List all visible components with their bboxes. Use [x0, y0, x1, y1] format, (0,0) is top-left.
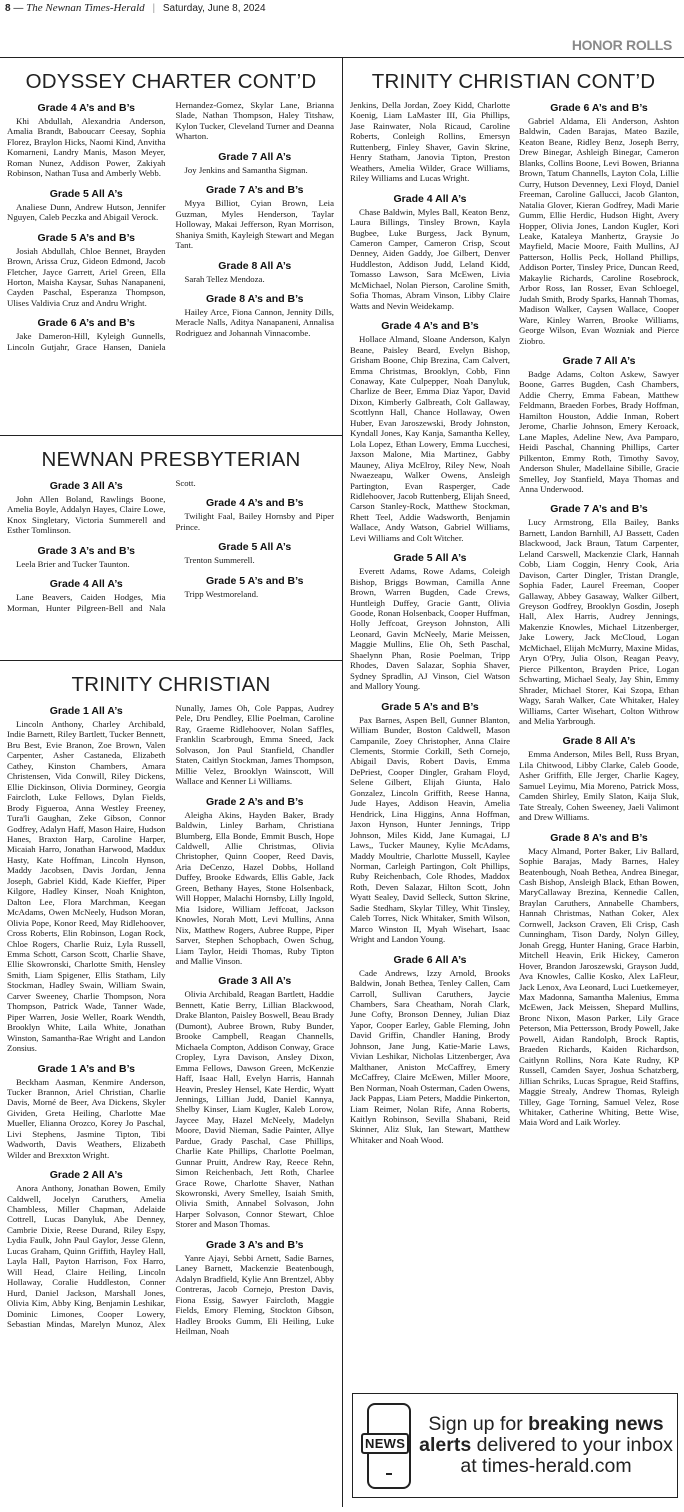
grade-block — [7, 545, 166, 569]
ad-text-tail: delivered to your inbox at times-herald.com — [460, 1434, 673, 1477]
grade-heading: Grade 8 A’s and B’s — [206, 292, 304, 305]
student-names: Chase Baldwin, Myles Ball, Keaton Benz, Laura Billings, Tinsley Brown, Kayla Bugbee, Luke Burgess, Jack Bynum, Cameron Camper, Cameron Crisp, Scout Denney, Aiden Gaddy, Joe Gilbert, Denver Huddleston, Addison Judd, Leland Kidd, Tomasso Lawson, Sara McEwen, Livia McMichael, Nolan Pierson, Caroline Smith, Sofia Thomas, Abram Vinson, Libby Claire Watts and Nevin Weidekamp. — [350, 206, 510, 311]
student-names: Beckham Aasman, Kenmire Anderson, Tucker Brannon, Ariel Christian, Charlie Davis, Morné de Beer, Ava Dickens, Skyler Gividen, Greta Heiling, Charlotte Mae Mueller, Elianna Orozco, Korey Jo Paschal, Livi Stephens, Jasmine Tipton, Tibi Wadworth, Davis Weathers, Elizabeth Wilder and Brexxton Wright. — [7, 1076, 166, 1160]
student-names: Badge Adams, Colton Askew, Sawyer Boone, Garres Bugden, Cash Chambers, Addie Cherry, Emma Fabean, Matthew Feldmann, Braeden Forbes, Brady Hoffman, Hamilton Houston, Addie Inman, Robert Jerome, Charlie Johnson, Emery Keroack, Lane Maples, Adeline New, Ava Pamparo, Heidi Paschal, Channing Phillips, Carter Pilkenton, Emmy Roth, Timothy Savoy, Anderson Shuler, Madellaine Sibille, Gracie Smelley, Joy Stanfield, Maya Thomas and Anna Underwood. — [519, 368, 679, 494]
student-names: Aleigha Akins, Hayden Baker, Brady Baldwin, Linley Barham, Christiana Blumberg, Ella Bonde, Emmit Busch, Hope Caldwell, Allie Christmas, Olivia Christopher, Quinn Cooper, Reed Davis, Aria DeCenzo, Hazel Dobbs, Holland Duffey, Brooke Edwards, Ellis Gable, Jack Green, Bethany Hayes, Stone Holsenback, Will Hopper, Malachi Hornsby, Lilly Ingold, Mia Isidore, William Jeffcoat, Jackson Knowles, Norah Mott, Levi Mullins, Anna Nix, Matthew Rogers, Aubree Ruppe, Piper Sarver, Stephen Schopbach, Owen Schug, Liam Taylor, Heidi Thomas, Ruby Tipton and Mallie Vinson. — [175, 809, 334, 966]
section-label: HONOR ROLLS — [571, 37, 672, 53]
student-names: Myya Billiot, Cyian Brown, Leia Guzman, Myles Henderson, Taylar Holloway, Makai Jefferson, Ryan Morrison, Shaniya Smith, Kayleigh Stewart and Megan Tant. — [175, 198, 334, 251]
page-number: 8 — [5, 3, 11, 14]
grade-block — [350, 100, 510, 184]
section-title: ODYSSEY CHARTER CONT’D — [25, 70, 317, 93]
student-names: Lane Beavers, Caiden Hodges, Mia Morman, Hunter Pilgreen-Bell and Nala Scott. — [7, 478, 196, 613]
student-names: Josiah Abdullah, Chloe Bennet, Brayden Brown, Arissa Cruz, Gideon Edmond, Jacob Fletcher, Jayce Garrett, Ariel Green, Ella Horton, Maisha Kaysar, Suhas Nanapaneni, Cayden Paschal, Esperanza Thompson, Ulises Valdivia Cruz and Andru Wright. — [7, 245, 166, 308]
student-names: Sarah Tellez Mendoza. — [184, 273, 265, 284]
section-title: TRINITY CHRISTIAN CONT’D — [371, 70, 656, 93]
student-names: Twilight Faal, Bailey Hornsby and Piper Prince. — [175, 511, 334, 532]
grade-list — [0, 100, 342, 360]
student-names: Joy Jenkins and Samantha Sigman. — [184, 164, 308, 175]
header-separator: | — [152, 3, 156, 14]
grade-block — [7, 480, 166, 536]
right-column — [343, 57, 684, 1507]
header-dash: — — [13, 3, 24, 14]
student-names: Hollace Almand, Sloane Anderson, Kalyn Beane, Paisley Beard, Evelyn Bishop, Grisham Boone, Chip Brezina, Cam Calvert, Emma Christmas, Brooklyn, Cobb, Finn Conaway, Kate Culpepper, Noah Danyluk, Charlize de Beer, Emma Diaz Yapor, David Dixon, Kimberly Galbreath, Colt Gallaway, Scottlynn Hall, Chance Hollaway, Owen Huber, Evan Jaroszewski, Brody Johnston, Kyndall Jones, Kay Kanja, Samantha Kelley, Lola Lopez, Ethan Lowery, Emma Lucchesi, Jaxson Malone, Mia Martinez, Gabby Mauney, Aliya McElroy, Riley New, Noah Nwaezeapu, Walker Owens, Ansleigh Partington, Evan Rasperger, Cade Ridlehoover, Jacob Ruttenberg, Elijah Sneed, Carson Stanley-Rock, Matthew Stockman, Rhett Teel, Addie Wadsworth, Benjamin Wallace, Andy Watson, Gabriel Williams, Levi Williams and Colt Witcher. — [350, 334, 510, 543]
continued-grade-columns — [343, 100, 684, 1145]
grade-block — [519, 832, 679, 1128]
grade-heading: Grade 2 A’s and B’s — [206, 795, 304, 808]
grade-block — [350, 320, 510, 543]
student-names: Macy Almand, Porter Baker, Liv Ballard, Sophie Barajas, Mady Barnes, Haley Beatenbough, Noah Bethea, Andrea Binegar, Cash Bishop, Ansleigh Black, Ethan Bowen, MaryCallaway Brezina, Kennedie Callen, Braylan Caruthers, Annabelle Chambers, Hannah Christmas, Nathan Coker, Alex Cornwell, Jackson Craven, Eli Crisp, Cash Cunningham, Tison Dardy, Nolyn Gilley, Jonah Gregg, Hunter Haning, Grace Harbin, Mitchell Heavin, Erik Hickey, Cameron Hover, Brandon Jaroszewski, Grayson Judd, Ava Knowles, Callie Kosko, Alex LaFleur, Jack Lenox, Ava Leonard, Luci Luetkemeyer, Max Madonna, Samantha Malenius, Emma McEwen, Jack Meissen, Shepard Mullins, Bronc Nixon, Mason Parker, Lily Grace Peterson, Mia Pettersson, Brody Powell, Jake Powell, Aidan Randolph, Brock Raptis, Braeden Richards, Kaiden Richardson, Caitlynn Rollins, Nora Kate Rudny, KP Russell, Camden Sayer, Joshua Schatzberg, Jillian Schriks, Lucas Sprague, Reid Staffins, Maggie Strealy, Andrew Thomas, Ryleigh Tilley, Gage Torning, Samuel Velez, Rose Whitaker, Catherine Whiting, Bette Wise, Maia Word and Laik Worley. — [519, 845, 679, 1128]
ad-text-lead: Sign up for — [428, 1413, 523, 1435]
grade-heading: Grade 5 A’s and B’s — [206, 574, 304, 587]
grade-block — [176, 796, 335, 967]
grade-block — [7, 102, 166, 179]
grade-block — [350, 193, 510, 312]
student-names: Jenkins, Della Jordan, Zoey Kidd, Charlotte Koenig, Liam LaMaster III, Gia Phillips, Jase Rainwater, Nola Ricaud, Caroline Roberts, Conleigh Rollins, Emersyn Ruttenberg, Finley Shaver, Gavin Skrine, Henry Statham, Janovia Tipton, Preston Weathers, Amelia Wilder, Grace Williams, Riley Williams and Lucas Wright. — [350, 100, 510, 184]
student-names: Lincoln Anthony, Charley Archibald, Indie Barnett, Riley Bartlett, Tucker Bennett, Bru Best, Evie Branon, Zoe Brown, Valen Carpenter, Asher Castaneda, Elizabeth Cathey, Kinston Chambers, Amara Christensen, Vida Conwill, Riley Dickens, Ellie Dickinson, Olivia Dorminey, Georgia Faircloth, Luke Fellows, Dylan Fields, Brody Figueroa, Anna Westley Freeney, Tura'li Gaughan, Zeke Gibson, Connor Godfrey, Adalyn Haff, Mason Haire, Hudson Hanes, Braxton Harp, Caroline Harper, Micaiah Harro, Jonathan Harwood, Maddux Hasty, Kate Hoffman, Lincoln Hynson, Maddy Jacobsen, Davis Jordan, Jenna Joseph, Gabriel Kidd, Kade Kieffer, Piper Kilgore, Hadley Kinser, Noah Knighton, Dalton Lee, Flora Marchman, Keegan McAdams, Owen McNeely, Hudson Moran, Olivia Pope, Konor Reed, May Ridlehoover, Cross Roberts, Elin Robinson, Logan Rock, Chloe Rogers, Charlie Ruiz, Lyla Russell, Emma Schott, Carson Scott, Charlie Shave, Ellie Skowronski, Charlotte Smith, Hensley Smith, Liam Spigener, Ellis Statham, Lily Stockman, Hadley Swain, William Swain, Carver Sweeney, Charlie Thompson, Nora Thompson, Patrick Wade, Tanner Wade, Piper Warren, Josie Weller, Roark Wendth, Brooklyn White, Laila White, Jonathan Winston, Samantha-Rae Wright and Landon Zonsius. — [7, 719, 166, 1054]
grade-heading: Grade 6 All A’s — [393, 953, 467, 966]
student-names: Anora Anthony, Jonathan Bowen, Emily Caldwell, Jocelyn Caruthers, Amelia Chambless, Miller Chapman, Adelaide Cottrell, Lucas Danyluk, Abe Denney, Cambrie Dixie, Reese Durand, Riley Espy, Lydia Faulk, John Paul Gaylor, Jesse Glenn, Lucas Graham, Quinn Griffith, Hayley Hall, Layla Hall, Payton Harrison, Fox Harro, Will Head, Claire Heiling, Lincoln Hollaway, Coralie Huddleston, Conner Hurd, Daniel Jackson, Marshall Jones, Olivia Kim, Abby King, Benjamin Leshikar, Dominic Limones, Cooper Lowery, Sebastian Mindas, Marelyn Munoz, Alex Nunally, James Oh, Cole Pappas, Audrey Pele, Dru Pendley, Ellie Poelman, Caroline Ray, Graeme Ridlehoover, Nolan Saffles, Franklin Scarbrough, Emma Sneed, Jack Solvason, Jon Paul Stanfield, Chandler Staten, Caitlyn Stockman, James Thompson, Millie Velez, Brooklyn Wainscott, Will Wallace and Kenner Li Williams. — [7, 703, 334, 1330]
grade-heading: Grade 5 All A’s — [49, 187, 123, 200]
grade-block — [350, 701, 510, 945]
student-names: Pax Barnes, Aspen Bell, Gunner Blanton, William Bunder, Boston Caldwell, Mason Campanile, Zoey Christopher, Anna Claire Clements, Stormie Corkill, Seth Cornejo, Abigail Davis, Robert Davis, Emma DePriest, Cooper Dingler, Graham Floyd, Selene Gilbert, Elijah Giunta, Halo Gonzalez, Lincoln Griffith, Reese Hanna, Jude Hayes, Addison Heavin, Amelia Hendrick, Lina Higgins, Anna Hoffman, Jaxon Hynson, Hunter Jennings, Tripp Johnson, Miles Kidd, Jane Kumagai, LJ Laws,, Tucker Mauney, Kylie McAdams, Maddy Moultrie, Charlotte Mussell, Kaylee Norman, Carleigh Partingon, Colt Phillips, Ruby Reichenbach, Cole Rhodes, Maddox Roth, Deven Salazar, Hilton Scott, John Wyatt Sealey, David Selleck, Sutton Skrine, Sadie Stedham, Skylar Tilley, Whit Tinsley, Caleb Torres, Nick Whitaker, Smith Wilson, Marco Winston II, Myah Wisehart, Isaac Wright and Landon Young. — [350, 714, 510, 945]
grade-block — [7, 1063, 166, 1161]
student-names: Olivia Archibald, Reagan Bartlett, Haddie Bennett, Katie Berry, Lillian Blackwood, Drake Blanton, Paisley Boswell, Beau Brady (Dumont), Aubree Brown, Ruby Bunder, Brooke Campbell, Reagan Channells, Michaela Compton, Addison Conway, Grace Cropley, Lyra Davison, Ansley Dixon, Emma Fellows, Dawson Green, McKenzie Haff, Isaac Hall, Evelyn Harris, Hannah Heavin, Presley Hensel, Kate Herdic, Wyatt Jennings, Lillian Judd, Daniel Kannya, Shelby Kinser, Liam Kugler, Kaleb Lorow, Jaycee May, Hazel McNeely, Madelyn Moore, David Nieman, Sadie Painter, Allye Pardue, Grady Paschal, Case Phillips, Charlie Kate Phillips, Charlotte Poelman, Gunnar Pruitt, Andrew Ray, Reece Rehn, Simon Reichenbach, Jett Roth, Charlee Grace Rowe, Charlotte Shaver, Nathan Skowronski, Avery Smelley, Isaiah Smith, Olivia Smith, Annabel Solvason, John Harper Solvason, Connor Stewart, Chloe Storer and Mason Thomas. — [175, 989, 334, 1230]
section-trinity-christian — [0, 661, 342, 1505]
grade-list — [0, 703, 342, 1344]
grade-heading: Grade 7 All A’s — [562, 354, 636, 367]
student-names: Khi Abdullah, Alexandria Anderson, Amalia Brandt, Baboucarr Ceesay, Sophia Florez, Braylon Hicks, Naomi Kind, Anvitha Komarneni, Landry Manis, Mason Meyer, Roman Nunez, Addison Power, Zakiyah Robinson, Nathan Tusa and Amberly Webb. — [7, 116, 166, 179]
grade-heading: Grade 6 A’s and B’s — [550, 102, 648, 114]
grade-block — [176, 260, 335, 284]
grade-block — [519, 355, 679, 494]
grade-list — [0, 478, 342, 621]
grade-heading: Grade 1 All A’s — [49, 705, 123, 717]
text-column — [350, 100, 510, 1145]
grade-block — [176, 497, 335, 532]
grade-heading: Grade 2 All A’s — [49, 1169, 123, 1182]
student-names: John Allen Boland, Rawlings Boone, Amelia Boyle, Addalyn Hayes, Claire Lowe, Knox Singletary, Victoria Summerell and Esther Tomlinson. — [7, 494, 166, 536]
grade-heading: Grade 4 A’s and B’s — [381, 320, 479, 333]
grade-heading: Grade 3 A’s and B’s — [206, 1238, 304, 1251]
grade-block — [176, 541, 335, 565]
grade-heading: Grade 5 A’s and B’s — [37, 231, 135, 244]
newsletter-signup-ad[interactable] — [352, 1393, 678, 1498]
grade-heading: Grade 5 A’s and B’s — [381, 700, 479, 713]
grade-block — [176, 575, 335, 599]
newspaper-name: The Newnan Times-Herald — [26, 2, 145, 14]
grade-heading: Grade 3 All A’s — [49, 480, 123, 492]
student-names: Emma Anderson, Miles Bell, Russ Bryan, Lila Chitwood, Libby Clarke, Caleb Goode, Asher Griffith, Elle Jerger, Charlie Kagey, Samuel Leyimu, Mia Moreno, Patrick Moss, Camden Shirley, Emily Slaton, Kaija Sluk, Tate Strealy, Cohen Sweeney, Jaeli Valimont and Drew Williams. — [519, 749, 679, 823]
grade-heading: Grade 3 All A’s — [218, 975, 292, 988]
grade-heading: Grade 6 A’s and B’s — [37, 317, 135, 330]
student-names: Gabriel Aldama, Eli Anderson, Ashton Baldwin, Caden Barajas, Mateo Bazile, Keaton Beane, Ridley Benz, Joseph Berry, Drew Binegar, Ashleigh Binegar, Cameron Blanks, Collins Boone, Levi Bowen, Brianna Brown, Tatum Channells, Layton Cola, Lillie Curry, Hutson Devenney, Lexi Floyd, Daniel Freeman, Caroline Gallucci, Jacob Glanton, Natalia Glover, Kieran Godfrey, Madi Marie Gumm, Ellie Herdic, Hudson Hight, Avery Hopper, Olivia Jones, Landon Kugler, Kori Leake, Kataleya Manhertz, Graysie Jo Mayfield, Macie Moore, Faith Mullins, AJ Patterson, Hollis Peck, Holland Phillips, Addison Porter, Tinsley Price, Duncan Reed, Makaylie Richards, Caroline Rosebrock, Arbor Ross, Ian Rosser, Evan Schloegel, Judah Smith, Brody Sparks, Hannah Thomas, Madison Walker, Caysen Wallace, Cooper Ware, Kinley Warren, Brooke Williams, George Wilson, Evan Wozniak and Pierce Ziobro. — [519, 116, 679, 346]
section-odyssey-charter — [0, 58, 342, 436]
student-names: Analiese Dunn, Andrew Hutson, Jennifer Nguyen, Caleb Peczka and Abigail Verock. — [7, 201, 166, 223]
grade-heading: Grade 1 A’s and B’s — [37, 1062, 135, 1075]
grade-heading: Grade 4 A’s and B’s — [37, 102, 135, 114]
grade-block — [519, 735, 679, 822]
grade-block — [519, 503, 679, 726]
section-newnan-presbyterian — [0, 436, 342, 661]
page-header — [5, 2, 266, 14]
student-names: Hailey Arce, Fiona Cannon, Jennity Dills, Meracle Nalls, Aditya Nanapaneni, Annalisa Rodriguez and Johannah Vinnacombe. — [175, 306, 334, 338]
grade-block — [519, 102, 679, 346]
grade-heading: Grade 3 A’s and B’s — [37, 544, 135, 557]
grade-block — [176, 975, 335, 1229]
ad-text-bold-breaking: breaking — [528, 1413, 610, 1435]
grade-block — [176, 184, 335, 250]
grade-heading: Grade 4 All A’s — [49, 578, 123, 591]
student-names: Everett Adams, Rowe Adams, Coleigh Bishop, Briggs Bowman, Camilla Anne Brown, Warren Bugden, Cade Crews, Huntleigh Duffey, Gracie Gantt, Olivia Goode, Ronan Holsenback, Cooper Huffman, Holly Jeffcoat, Greyson Johnston, Alli Leonard, Gavin McNeely, Marie Meissen, Maggie Mullins, Elie Oh, Seth Paschal, Shaelynn Phan, Rosie Poelman, Tripp Rhodes, Daven Salazar, Sophia Shaver, Sydney Spradlin, AJ Vinson, Ciel Watson and Mallory Young. — [350, 566, 510, 692]
grade-block — [176, 1239, 335, 1337]
student-names: Cade Andrews, Izzy Arnold, Brooks Baldwin, Jonah Bethea, Tenley Callen, Cam Carroll, Sullivan Caruthers, Jaycie Chambers, Sara Cheatham, Norah Clark, June Cofty, Bronson Denney, Julian Diaz Yapor, Cooper Earley, Gable Fleming, John David Griffin, Chandler Haning, Brody Johnson, Jane Jung, Katie-Marie Laws, Vivian Leshikar, Nicholas Litzenberger, Ava Malthaner, Aniston McCaffrey, Emery McCaffrey, Claire McEwen, Miller Moore, Ben Norman, Noah Osterman, Caden Owens, Jack Pappas, Liam Peters, Maddie Pinkerton, Liam Reimer, Nolan Rife, Anna Roberts, Kaitlyn Robinson, Sevilla Shabani, Reid Skinner, Aliz Sluk, Ian Stewart, Matthew Whitaker and Noah Wood. — [350, 967, 510, 1145]
news-icon-label: NEWS — [361, 1433, 409, 1454]
grade-heading: Grade 7 A’s and B’s — [206, 184, 304, 197]
phone-news-icon — [361, 1403, 419, 1489]
grade-heading: Grade 8 All A’s — [562, 735, 636, 748]
grade-heading: Grade 8 A’s and B’s — [550, 831, 648, 844]
grade-heading: Grade 7 All A’s — [218, 150, 292, 163]
grade-heading: Grade 5 All A’s — [393, 552, 467, 565]
student-names: Jake Dameron-Hill, Kyleigh Gunnells, Lincoln Gutjahr, Grace Hansen, Daniela Hernandez-Gomez, Skylar Lane, Brianna Slade, Nathan Thompson, Haley Titshaw, Kylon Tucker, Cleveland Turner and Deanna Wharton. — [7, 100, 334, 352]
ad-text — [419, 1414, 677, 1477]
grade-heading: Grade 4 A’s and B’s — [206, 497, 304, 510]
grade-heading: Grade 5 All A’s — [218, 541, 292, 554]
grade-heading: Grade 8 All A’s — [218, 259, 292, 272]
grade-block — [350, 552, 510, 691]
student-names: Trenton Summerell. — [184, 555, 255, 566]
grade-heading: Grade 4 All A’s — [393, 192, 467, 205]
student-names: Leela Brier and Tucker Taunton. — [16, 558, 130, 569]
grade-block — [176, 293, 335, 338]
grade-block — [7, 232, 166, 309]
grade-block — [7, 188, 166, 223]
student-names: Lucy Armstrong, Ella Bailey, Banks Barnett, Landon Barnhill, AJ Bassett, Caden Blackwood, Jack Braun, Tatum Carpenter, Leland Carswell, Mackenzie Clark, Hannah Cobb, Liam Coggin, Henry Cook, Aria Davison, Carter Dingler, Tristan Drangle, Sophia Fader, Laurel Freeman, Cooper Gallaway, Abbey Gasaway, Walker Gilbert, Greyson Godfrey, Brooklyn Gosdin, Joseph Hall, Alex Harris, Audrey Jennings, Makenzie Knowles, Michael Litzenberger, Jake Lowery, Jack McCloud, Logan McMichael, Elijah McMurry, Maxine Midas, Aryn O'Pry, Julia Olson, Reagan Peavy, Pierce Pilkenton, Brayden Price, Logan Schwarting, Michael Sealy, Jay Shin, Emmy Shrader, Michael Storer, Kai Szopa, Ethan Wagy, Sarah Walker, Cate Whitaker, Haley Williams, Carter Wisehart, Colton Withrow and Melia Yarbrough. — [519, 517, 679, 727]
grade-block — [176, 151, 335, 175]
ad-text-bold-news-alerts: news alerts — [419, 1413, 664, 1456]
grade-heading: Grade 7 A’s and B’s — [550, 503, 648, 516]
section-title: NEWNAN PRESBYTERIAN — [41, 448, 301, 471]
issue-date: Saturday, June 8, 2024 — [162, 3, 266, 14]
left-column — [0, 57, 343, 1507]
grade-block — [350, 954, 510, 1146]
section-title: TRINITY CHRISTIAN — [71, 673, 271, 696]
student-names: Yanre Ajayi, Sebbi Arnett, Sadie Barnes, Laney Barnett, Mackenzie Beatenbough, Adalyn Bradfield, Kylie Ann Brentzel, Abby Contreras, Jacob Cornejo, Preston Davis, Fiona Essig, Sawyer Faircloth, Maggie Fields, Emory Fleming, Stockton Gibson, Hadley Brooks Gumm, Eli Heiling, Luke Heilman, Noah — [175, 1252, 334, 1337]
text-column — [519, 100, 679, 1145]
grade-block — [7, 705, 166, 1054]
student-names: Tripp Westmoreland. — [184, 588, 259, 599]
